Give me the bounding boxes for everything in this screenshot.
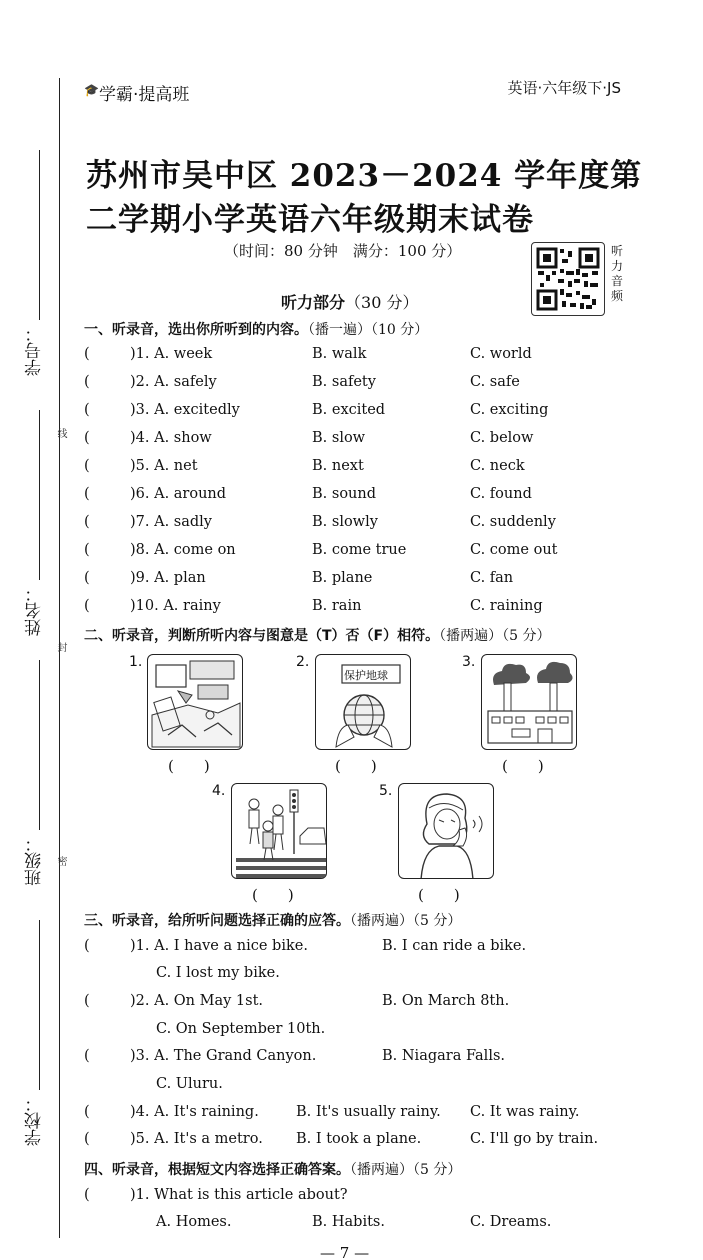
answer-blank-picture-1[interactable]: ( ) — [168, 757, 210, 775]
option-a: )3. A. The Grand Canyon. — [130, 1048, 317, 1064]
part-title-text: 听力部分 — [281, 293, 346, 312]
section3-heading — [84, 910, 461, 930]
page-number: — 7 — — [320, 1244, 370, 1260]
option-b: B. It's usually rainy. — [296, 1104, 441, 1120]
option-b: B. safety — [312, 374, 376, 390]
subject-header: 英语·六年级下·JS — [507, 79, 621, 97]
field-class: 班级： — [25, 835, 45, 886]
option-a: )6. A. around — [130, 486, 227, 502]
option-c: C. Uluru. — [156, 1076, 223, 1092]
answer-blank[interactable]: ( — [84, 938, 90, 954]
option-a: )5. A. net — [130, 458, 198, 474]
option-b: B. slow — [312, 430, 366, 446]
option-b: B. excited — [312, 402, 386, 418]
option-c: C. below — [470, 430, 534, 446]
answer-blank[interactable]: ( — [84, 514, 90, 530]
answer-blank[interactable]: ( — [84, 374, 90, 390]
picture-messy-room — [147, 654, 243, 750]
list-item — [84, 542, 644, 568]
answer-blank[interactable]: ( — [84, 346, 90, 362]
list-item — [84, 486, 644, 512]
binding-line — [59, 78, 60, 1238]
section4-heading — [84, 1159, 461, 1179]
picture-factory-pollution — [481, 654, 577, 750]
crosswalk-children-icon — [232, 784, 327, 879]
option-a: )10. A. rainy — [130, 598, 221, 614]
option-b: B. On March 8th. — [382, 993, 510, 1009]
option-a: )7. A. sadly — [130, 514, 212, 530]
option-b: B. slowly — [312, 514, 378, 530]
field-school: 学校： — [25, 1095, 45, 1146]
option-c: C. I lost my bike. — [156, 965, 280, 981]
field-rule-student-id — [39, 150, 40, 320]
list-item — [84, 374, 644, 400]
binding-mark-line: 线 — [55, 428, 66, 438]
list-item — [84, 514, 644, 540]
option-c: C. raining — [470, 598, 543, 614]
option-b: B. come true — [312, 542, 407, 558]
option-a: )2. A. On May 1st. — [130, 993, 264, 1009]
answer-blank-picture-2[interactable]: ( ) — [335, 757, 377, 775]
question-text: )1. What is this article about? — [130, 1187, 348, 1203]
section1-note: （播一遍）（10 分） — [308, 322, 429, 338]
option-a: )1. A. week — [130, 346, 213, 362]
answer-blank[interactable]: ( — [84, 598, 90, 614]
answer-blank-picture-5[interactable]: ( ) — [418, 886, 460, 904]
answer-blank[interactable]: ( — [84, 1187, 90, 1203]
option-c: C. come out — [470, 542, 558, 558]
section1-heading — [84, 319, 428, 339]
option-a: )3. A. excitedly — [130, 402, 240, 418]
field-student-id: 学号： — [25, 325, 45, 376]
picture-number: 4. — [212, 783, 226, 799]
graduation-cap-icon: 🎓 — [84, 83, 99, 97]
qr-audio-label: 听力音频 — [611, 244, 624, 303]
option-b: B. I took a plane. — [296, 1131, 422, 1147]
option-b: B. plane — [312, 570, 373, 586]
option-b: B. walk — [312, 346, 367, 362]
section2-heading-end: 相符。 — [397, 628, 440, 644]
option-c: C. On September 10th. — [156, 1021, 326, 1037]
option-c: C. suddenly — [470, 514, 556, 530]
picture-protect-earth — [315, 654, 411, 750]
picture-number: 1. — [129, 654, 143, 670]
picture-number: 3. — [462, 654, 476, 670]
binding-mark-seal: 封 — [55, 642, 66, 652]
qr-code-icon[interactable] — [531, 242, 605, 316]
section3-note: （播两遍）（5 分） — [350, 913, 462, 929]
list-item — [84, 430, 644, 456]
option-c: C. It was rainy. — [470, 1104, 580, 1120]
picture-coughing-girl — [398, 783, 494, 879]
option-b: B. next — [312, 458, 364, 474]
option-c: C. fan — [470, 570, 514, 586]
list-item-options — [84, 1214, 644, 1240]
option-a: )1. A. I have a nice bike. — [130, 938, 308, 954]
section3-heading-text: 三、听录音，给所听问题选择正确的应答。 — [84, 913, 350, 929]
option-a: )4. A. It's raining. — [130, 1104, 259, 1120]
answer-blank[interactable]: ( — [84, 993, 90, 1009]
messy-room-icon — [148, 655, 243, 750]
option-c: C. I'll go by train. — [470, 1131, 599, 1147]
section2-note: （播两遍）（5 分） — [439, 628, 551, 644]
page-title-line2: 二学期小学英语六年级期末试卷 — [86, 202, 534, 238]
answer-blank-picture-4[interactable]: ( ) — [252, 886, 294, 904]
option-a: A. Homes. — [156, 1214, 232, 1230]
list-item — [84, 458, 644, 484]
option-c: C. neck — [470, 458, 525, 474]
picture-number: 2. — [296, 654, 310, 670]
answer-blank[interactable]: ( — [84, 458, 90, 474]
part-score: （30 分） — [345, 293, 419, 312]
option-c: C. safe — [470, 374, 520, 390]
answer-blank[interactable]: ( — [84, 1104, 90, 1120]
option-b: B. Habits. — [312, 1214, 385, 1230]
answer-blank[interactable]: ( — [84, 1048, 90, 1064]
option-a: )2. A. safely — [130, 374, 217, 390]
factory-smoke-icon — [482, 655, 577, 750]
section2-heading — [84, 625, 550, 645]
page-title-line1: 苏州市吴中区 2023－2024 学年度第 — [86, 158, 643, 194]
picture-number: 5. — [379, 783, 393, 799]
field-name: 姓名： — [25, 585, 45, 636]
brand-header — [84, 80, 189, 105]
sign-text: 保护地球 — [344, 669, 388, 682]
section2-tf: （T）否（F） — [308, 628, 398, 644]
option-a: )4. A. show — [130, 430, 212, 446]
answer-blank[interactable]: ( — [84, 402, 90, 418]
section1-heading-text: 一、听录音，选出你所听到的内容。 — [84, 322, 308, 338]
coughing-girl-icon — [399, 784, 494, 879]
option-a: )9. A. plan — [130, 570, 206, 586]
option-b: B. I can ride a bike. — [382, 938, 527, 954]
option-c: C. Dreams. — [470, 1214, 552, 1230]
option-c: C. exciting — [470, 402, 549, 418]
section4-heading-text: 四、听录音，根据短文内容选择正确答案。 — [84, 1162, 350, 1178]
answer-blank[interactable]: ( — [84, 570, 90, 586]
answer-blank-picture-3[interactable]: ( ) — [502, 757, 544, 775]
option-b: B. sound — [312, 486, 377, 502]
list-item — [84, 346, 644, 372]
option-a: )8. A. come on — [130, 542, 236, 558]
part-title — [281, 290, 418, 313]
answer-blank[interactable]: ( — [84, 542, 90, 558]
brand-text: 学霸·提高班 — [98, 85, 190, 105]
list-item — [84, 598, 644, 624]
section2-heading-text: 二、听录音，判断所听内容与图意是 — [84, 628, 308, 644]
exam-info: （时间：80 分钟 满分：100 分） — [224, 242, 462, 260]
section4-note: （播两遍）（5 分） — [350, 1162, 462, 1178]
field-rule-name — [39, 410, 40, 580]
binding-mark-secret: 密 — [55, 856, 66, 866]
answer-blank[interactable]: ( — [84, 486, 90, 502]
picture-crossing-road — [231, 783, 327, 879]
list-item — [84, 570, 644, 596]
answer-blank[interactable]: ( — [84, 430, 90, 446]
list-item — [84, 402, 644, 428]
field-rule-class — [39, 660, 40, 830]
option-c: C. found — [470, 486, 532, 502]
option-c: C. world — [470, 346, 532, 362]
option-b: B. rain — [312, 598, 362, 614]
option-a: )5. A. It's a metro. — [130, 1131, 263, 1147]
answer-blank[interactable]: ( — [84, 1131, 90, 1147]
field-rule-school — [39, 920, 40, 1090]
option-b: B. Niagara Falls. — [382, 1048, 506, 1064]
